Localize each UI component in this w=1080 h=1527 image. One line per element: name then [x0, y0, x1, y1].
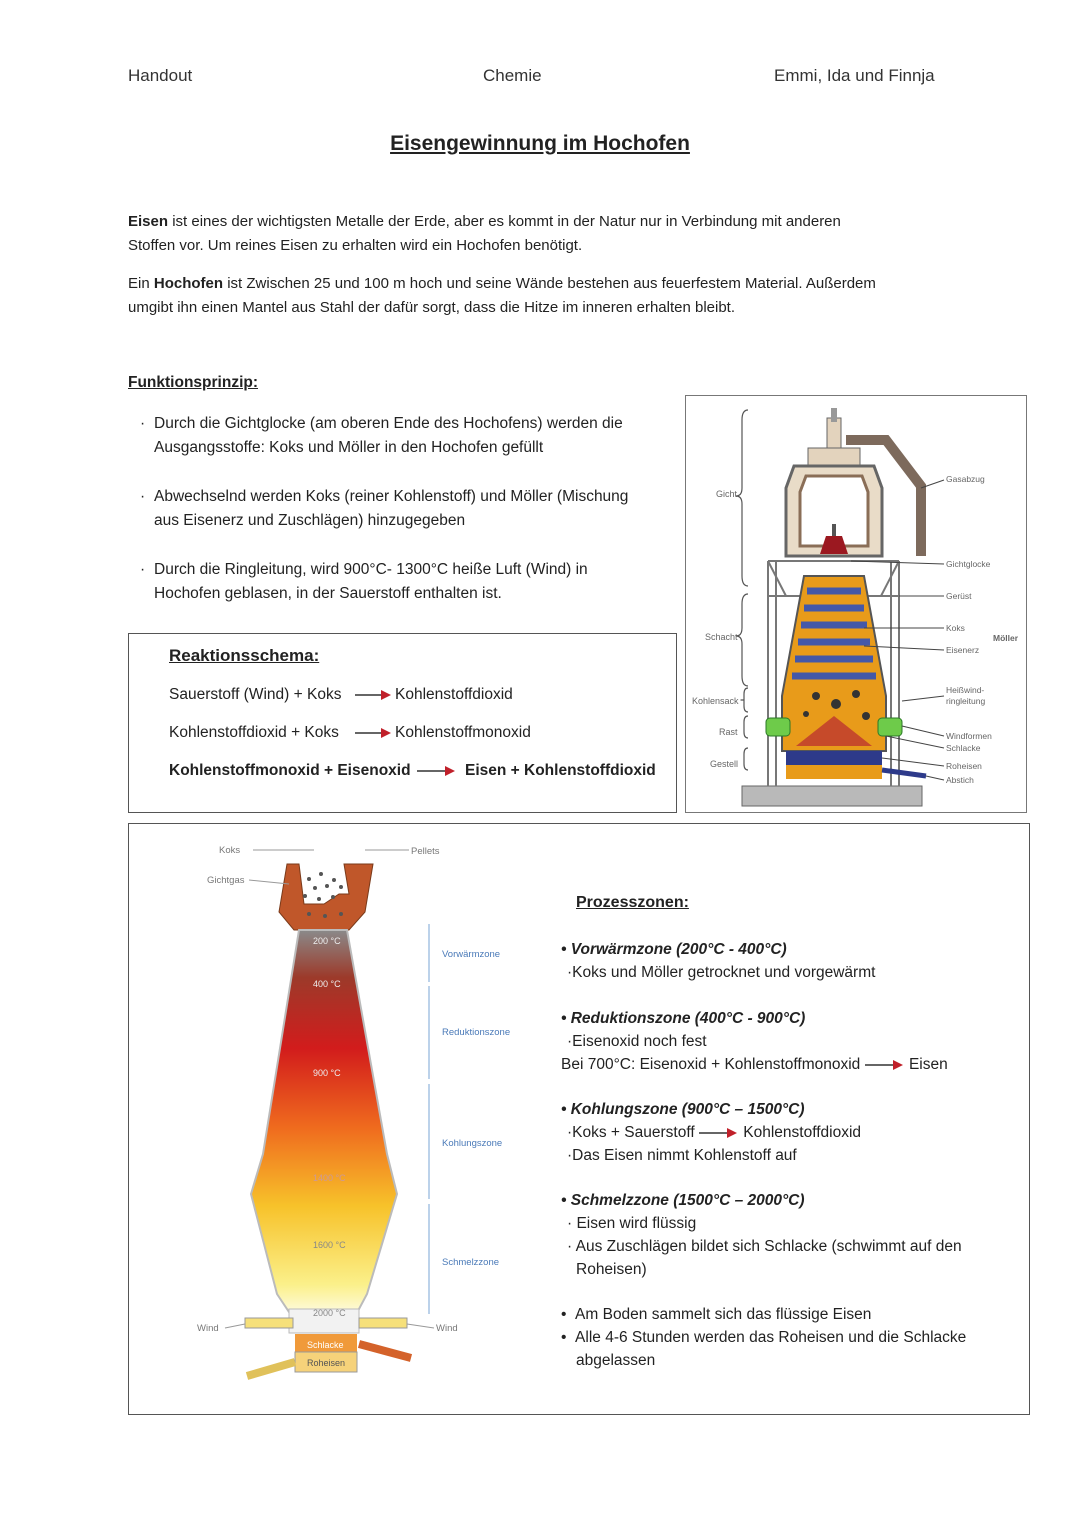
- intro-text: ist Zwischen 25 und 100 m hoch und seine Wände bestehen aus feuerfestem Material. Außerdem: [223, 275, 876, 292]
- zone-1-title: • Vorwärmzone (200°C - 400°C): [561, 941, 787, 958]
- zone-4-line-1: · Eisen wird flüssig: [567, 1215, 697, 1232]
- reaction-lhs: Kohlenstoffdioxid + Koks: [169, 724, 339, 741]
- list-item: [140, 412, 680, 460]
- arrow-icon: [355, 684, 393, 704]
- process-zones-box: [128, 823, 1030, 1415]
- label-gichtglocke: Gichtglocke: [946, 559, 991, 569]
- reaction-rhs: Eisen + Kohlenstoffdioxid: [465, 762, 656, 779]
- intro-text: umgibt ihn einen Mantel aus Stahl der dafür sorgt, dass die Hitze im inneren erhalten bleibt.: [128, 299, 736, 316]
- zone-title-text: Vorwärmzone (200°C - 400°C): [570, 941, 787, 958]
- intro-text: ist eines der wichtigsten Metalle der Erde, aber es kommt in der Natur nur in Verbindung mit anderen: [168, 213, 841, 230]
- zd-roheisen: Roheisen: [307, 1358, 346, 1368]
- list-item: [140, 558, 680, 606]
- label-schacht: Schacht: [705, 632, 738, 642]
- page-title: Eisengewinnung im Hochofen: [390, 132, 690, 155]
- zd-schmelz: Schmelzzone: [442, 1257, 500, 1268]
- reaction-box: [128, 633, 677, 813]
- label-schlacke: Schlacke: [946, 743, 981, 753]
- list-item-line: Durch die Ringleitung, wird 900°C- 1300°C heiße Luft (Wind) in: [154, 561, 588, 578]
- zone-2-title: • Reduktionszone (400°C - 900°C): [561, 1010, 806, 1027]
- zd-pellets: Pellets: [411, 846, 440, 857]
- header-center: Chemie: [483, 66, 542, 85]
- zone-3-title: • Kohlungszone (900°C – 1500°C): [561, 1101, 805, 1118]
- zone-1-line: ·Koks und Möller getrocknet und vorgewärmt: [567, 964, 876, 981]
- reaction-line-2: [169, 724, 531, 742]
- arrow-icon: [699, 1126, 739, 1140]
- zd-t400: 400 °C: [313, 979, 341, 989]
- label-abstich: Abstich: [946, 775, 974, 785]
- zone-3-line-2: ·Das Eisen nimmt Kohlenstoff auf: [567, 1147, 797, 1164]
- arrow-icon: [865, 1058, 905, 1072]
- label-eisenerz: Eisenerz: [946, 645, 980, 655]
- list-item-line: Abwechselnd werden Koks (reiner Kohlenstoff) und Möller (Mischung: [154, 488, 629, 505]
- zd-t200: 200 °C: [313, 936, 341, 946]
- intro-text: Ein: [128, 275, 154, 292]
- intro-bold-eisen: Eisen: [128, 213, 169, 230]
- header-left: Handout: [128, 66, 193, 85]
- label-moeller: Möller: [993, 633, 1019, 643]
- zone-2-line-1: ·Eisenoxid noch fest: [567, 1033, 707, 1050]
- zd-schlacke: Schlacke: [307, 1340, 344, 1350]
- zd-vorwaerm: Vorwärmzone: [442, 949, 501, 960]
- furnace-svg: [686, 396, 1026, 812]
- zd-t900: 900 °C: [313, 1068, 341, 1078]
- reaction-heading: Reaktionsschema:: [169, 646, 320, 665]
- intro-paragraph-1: [128, 210, 968, 258]
- list-item-line: aus Eisenerz und Zuschlägen) hinzugegeben: [154, 512, 466, 529]
- zd-koks: Koks: [219, 845, 241, 856]
- reaction-line-3: [169, 762, 656, 780]
- zone-title-text: Kohlungszone (900°C – 1500°C): [570, 1101, 805, 1118]
- label-gestell: Gestell: [710, 759, 739, 769]
- arrow-icon: [417, 760, 457, 780]
- intro-paragraph-2: [128, 272, 968, 320]
- list-item: [140, 485, 680, 533]
- zone-title-text: Schmelzzone (1500°C – 2000°C): [570, 1192, 805, 1209]
- zone-text: Alle 4-6 Stunden werden das Roheisen und die Schlacke: [575, 1329, 967, 1346]
- label-gasabzug: Gasabzug: [946, 474, 985, 484]
- zone-diagram-svg: [129, 824, 549, 1414]
- furnace-diagram: [685, 395, 1027, 813]
- header-right: Emmi, Ida und Finnja: [774, 66, 935, 85]
- zd-wind-right: Wind: [436, 1323, 458, 1334]
- final-bullet-2: • Alle 4-6 Stunden werden das Roheisen und die Schlacke: [561, 1329, 967, 1346]
- label-koks: Koks: [946, 623, 965, 633]
- label-gicht: Gicht: [716, 489, 738, 499]
- zone-title-text: Reduktionszone (400°C - 900°C): [570, 1010, 806, 1027]
- zd-t1600: 1600 °C: [313, 1240, 346, 1250]
- zone-4-line-3: Roheisen): [576, 1261, 647, 1278]
- zone-text: Bei 700°C: Eisenoxid + Kohlenstoffmonoxid: [561, 1056, 861, 1073]
- principle-list: [140, 412, 680, 631]
- label-heisswind-2: ringleitung: [946, 696, 986, 706]
- label-rast: Rast: [719, 727, 738, 737]
- list-item-line: Durch die Gichtglocke (am oberen Ende des Hochofens) werden die: [154, 415, 623, 432]
- zone-2-line-2: [561, 1056, 948, 1074]
- reaction-line-1: [169, 686, 513, 704]
- label-heisswind-1: Heißwind-: [946, 685, 985, 695]
- label-kohlensack: Kohlensack: [692, 696, 739, 706]
- reaction-lhs: Kohlenstoffmonoxid + Eisenoxid: [169, 762, 411, 779]
- zone-4-title: • Schmelzzone (1500°C – 2000°C): [561, 1192, 805, 1209]
- label-windformen: Windformen: [946, 731, 992, 741]
- zd-t2000: 2000 °C: [313, 1308, 346, 1318]
- intro-text: Stoffen vor. Um reines Eisen zu erhalten wird ein Hochofen benötigt.: [128, 237, 583, 254]
- section-heading-principle: Funktionsprinzip:: [128, 374, 259, 391]
- intro-bold-hochofen: Hochofen: [153, 275, 224, 292]
- zone-text: Kohlenstoffdioxid: [743, 1124, 862, 1141]
- reaction-rhs: Kohlenstoffmonoxid: [395, 724, 531, 741]
- zd-t1400: 1400 °C: [313, 1173, 346, 1183]
- zone-4-line-2: · Aus Zuschlägen bildet sich Schlacke (schwimmt auf den: [567, 1238, 962, 1255]
- arrow-icon: [355, 722, 393, 742]
- final-bullet-2-cont: abgelassen: [576, 1352, 656, 1369]
- label-geruest: Gerüst: [946, 591, 972, 601]
- final-bullet-1: • Am Boden sammelt sich das flüssige Eisen: [561, 1306, 872, 1323]
- label-roheisen: Roheisen: [946, 761, 982, 771]
- zd-kohlung: Kohlungszone: [442, 1138, 503, 1149]
- zones-heading: Prozesszonen:: [576, 894, 689, 911]
- zd-gichtgas: Gichtgas: [207, 875, 245, 886]
- zone-text: Eisen: [908, 1056, 948, 1073]
- zd-reduktion: Reduktionszone: [442, 1027, 511, 1038]
- list-item-line: Ausgangsstoffe: Koks und Möller in den Hochofen gefüllt: [154, 439, 544, 456]
- zone-3-line-1: [567, 1124, 861, 1142]
- zd-wind-left: Wind: [197, 1323, 219, 1334]
- zone-text: Am Boden sammelt sich das flüssige Eisen: [575, 1306, 872, 1323]
- reaction-rhs: Kohlenstoffdioxid: [395, 686, 513, 703]
- reaction-lhs: Sauerstoff (Wind) + Koks: [169, 686, 342, 703]
- zone-text: ·Koks + Sauerstoff: [567, 1124, 695, 1141]
- list-item-line: Hochofen geblasen, in der Sauerstoff enthalten ist.: [154, 585, 502, 602]
